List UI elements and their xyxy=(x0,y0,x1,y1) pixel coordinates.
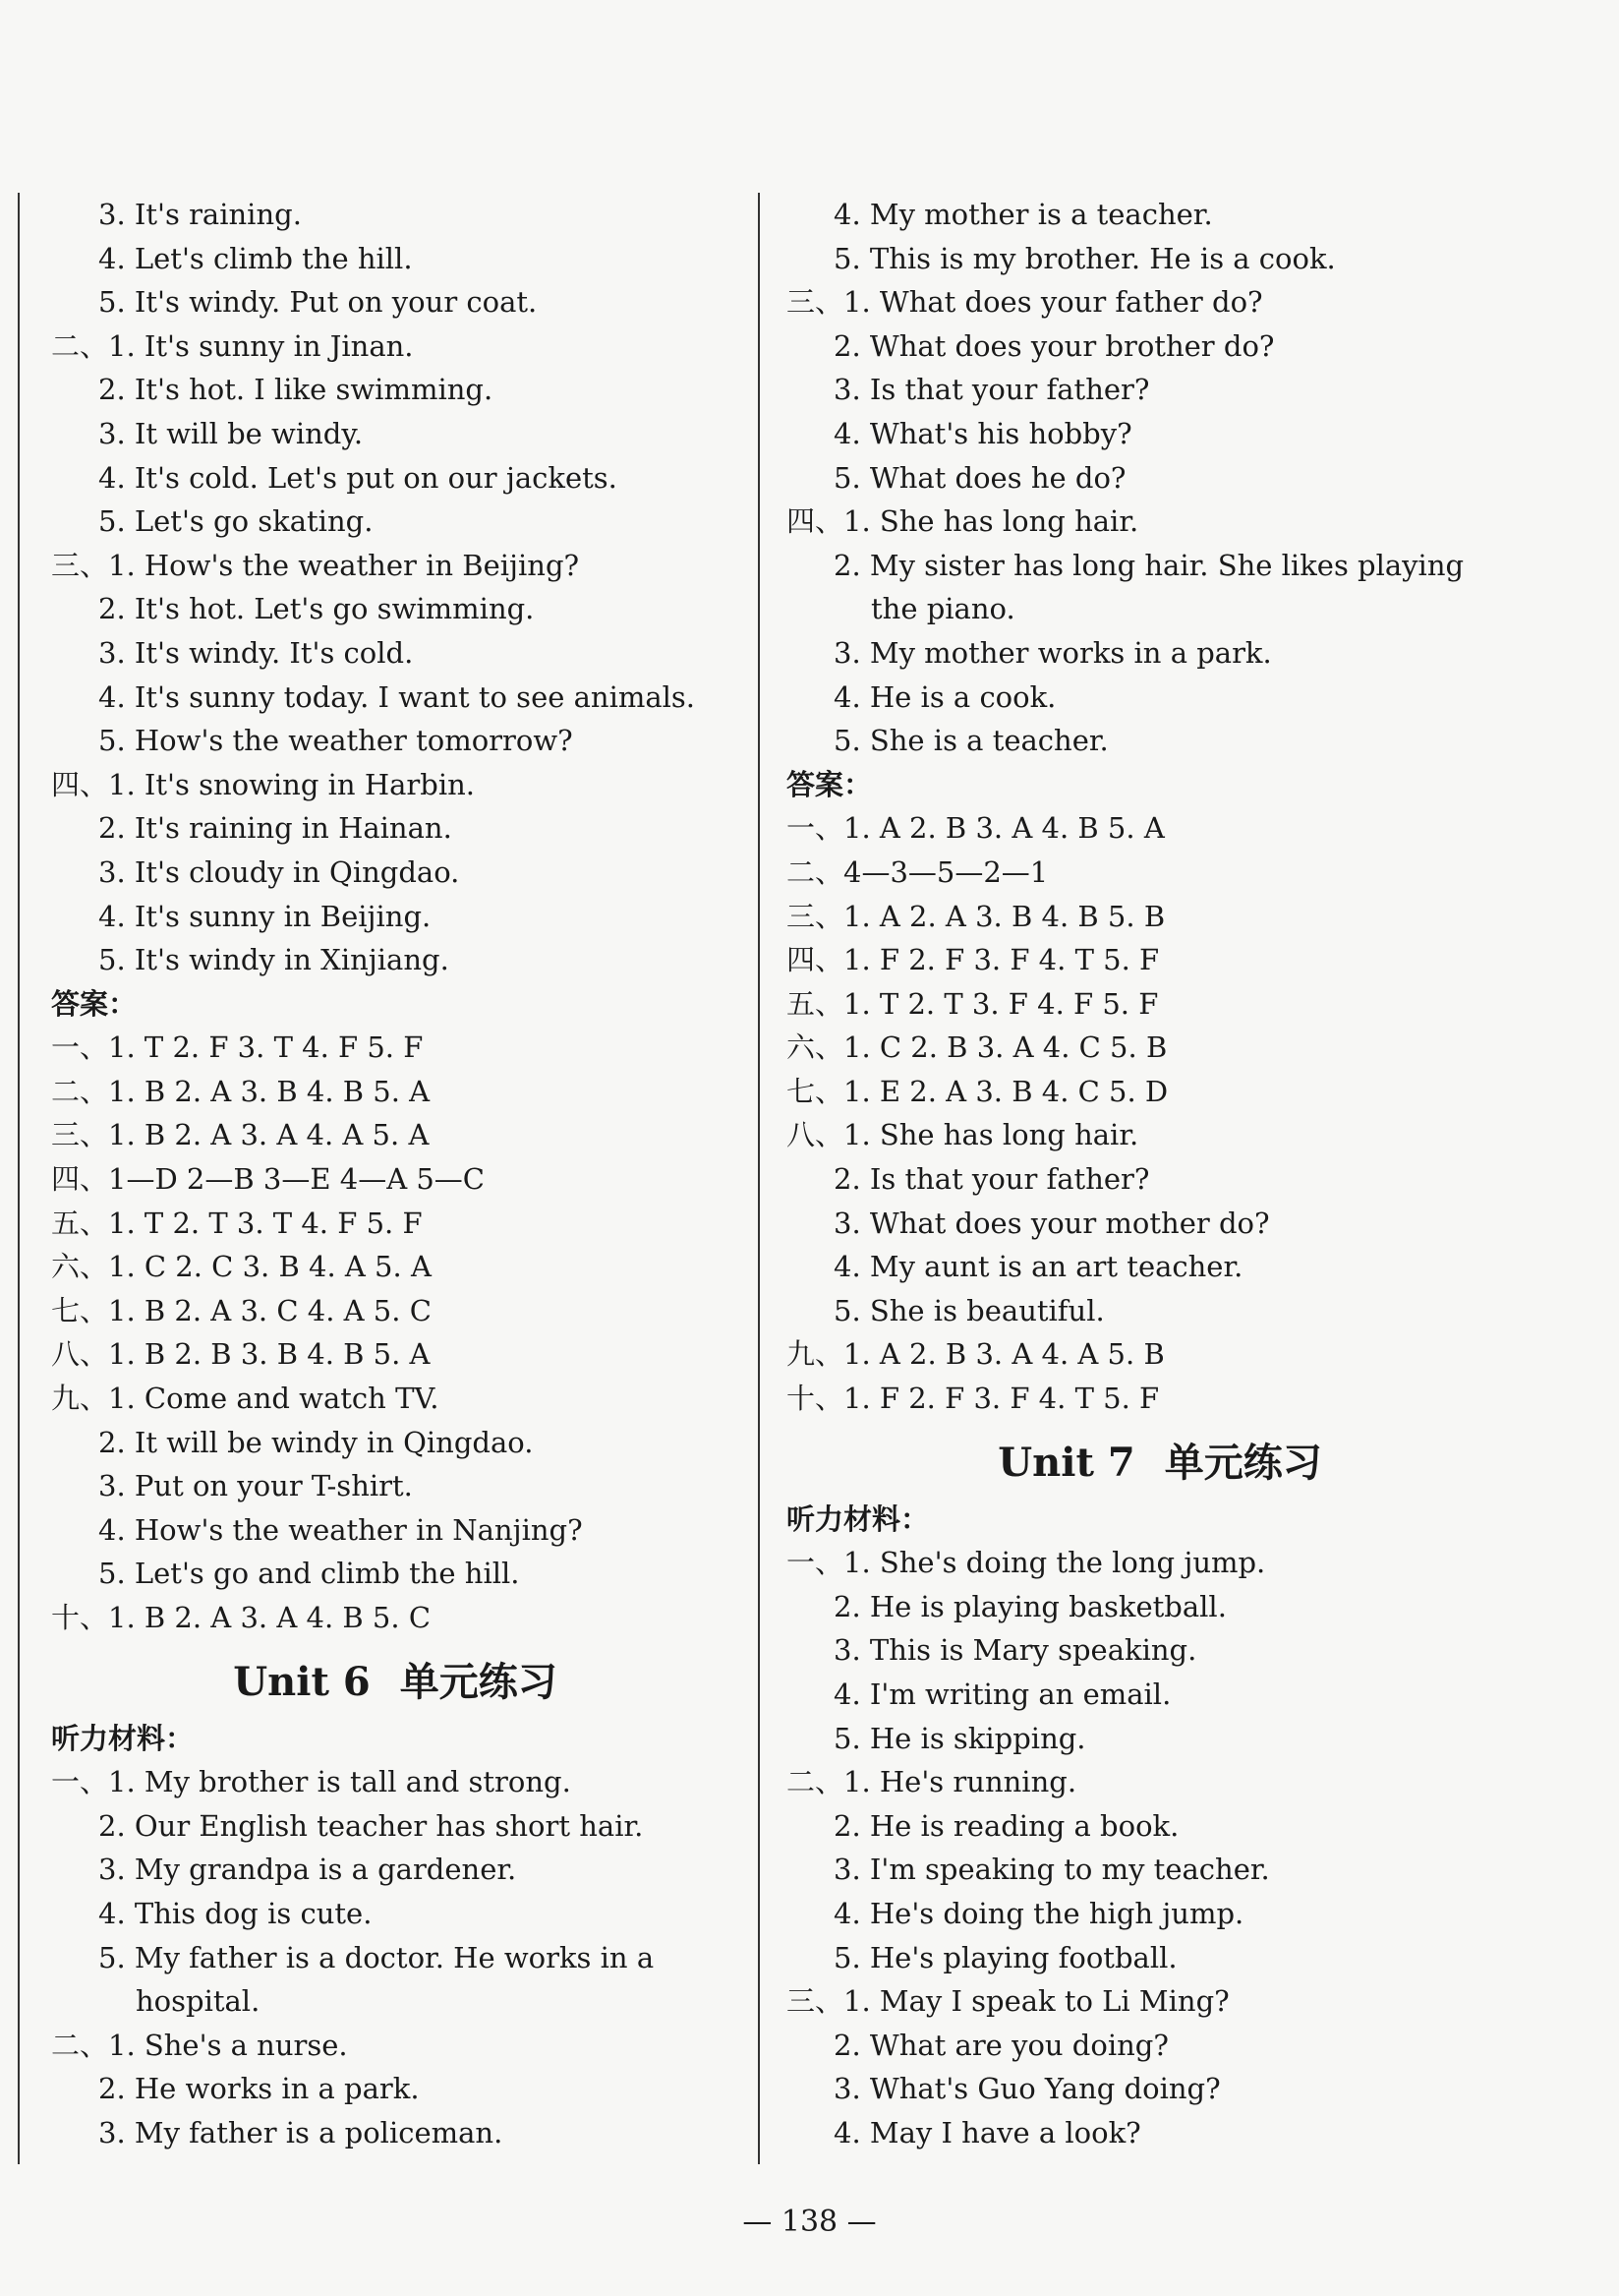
answer-line: 三、1. A 2. A 3. B 4. B 5. B xyxy=(786,899,1166,933)
answer-line: 4. What's his hobby? xyxy=(834,416,1132,450)
page-number: — 138 — xyxy=(742,2205,877,2239)
answer-line: 九、1. A 2. B 3. A 4. A 5. B xyxy=(786,1337,1165,1372)
answer-line: 3. It's cloudy in Qingdao. xyxy=(98,854,460,889)
answer-line: 3. Is that your father? xyxy=(834,373,1150,407)
answer-line: 2. He works in a park. xyxy=(98,2072,420,2106)
answer-line: 八、1. B 2. B 3. B 4. B 5. A xyxy=(51,1337,431,1372)
left-margin-rule xyxy=(18,193,20,2164)
section-header: 听力材料： xyxy=(786,1501,930,1536)
answer-line: 二、1. B 2. A 3. B 4. B 5. A xyxy=(51,1074,431,1108)
answer-line: 3. What's Guo Yang doing? xyxy=(834,2072,1221,2106)
answer-line: 4. This dog is cute. xyxy=(98,1896,373,1930)
answer-line: 2. He is playing basketball. xyxy=(834,1589,1227,1623)
answer-line: 二、1. It's sunny in Jinan. xyxy=(51,328,414,363)
answer-line: 5. Let's go skating. xyxy=(98,504,374,539)
answer-line: 六、1. C 2. B 3. A 4. C 5. B xyxy=(786,1030,1168,1065)
answer-line: 四、1—D 2—B 3—E 4—A 5—C xyxy=(51,1162,485,1197)
answer-line: 2. What are you doing? xyxy=(834,2028,1169,2062)
left-column xyxy=(51,193,739,2155)
unit-title xyxy=(786,1421,1533,1498)
unit-title-en: Unit 6 xyxy=(233,1658,371,1705)
answer-line: 2. It's hot. Let's go swimming. xyxy=(98,592,535,626)
answer-line: 三、1. How's the weather in Beijing? xyxy=(51,548,580,582)
unit-title-en: Unit 7 xyxy=(998,1439,1135,1486)
answer-line: 5. She is a teacher. xyxy=(834,724,1109,758)
answer-line: 3. Put on your T-shirt. xyxy=(98,1469,413,1503)
answer-line: 5. This is my brother. He is a cook. xyxy=(834,241,1336,275)
answer-line: 一、1. T 2. F 3. T 4. F 5. F xyxy=(51,1030,424,1065)
answer-line: 二、4—3—5—2—1 xyxy=(786,854,1049,889)
section-header: 答案： xyxy=(51,986,138,1021)
answer-line: 4. My aunt is an art teacher. xyxy=(834,1250,1243,1284)
right-column xyxy=(786,193,1533,2155)
answer-line: 3. It's windy. It's cold. xyxy=(98,635,414,670)
answer-line: 5. He's playing football. xyxy=(834,1940,1178,1974)
answer-line: 一、1. She's doing the long jump. xyxy=(786,1546,1266,1580)
answer-line: 十、1. B 2. A 3. A 4. B 5. C xyxy=(51,1601,432,1634)
answer-line: 一、1. My brother is tall and strong. xyxy=(51,1765,571,1799)
answer-line: 十、1. F 2. F 3. F 4. T 5. F xyxy=(786,1382,1160,1416)
answer-line: 3. It's raining. xyxy=(98,198,302,231)
answer-line: 2. It's hot. I like swimming. xyxy=(98,373,493,407)
answer-line: 4. It's sunny in Beijing. xyxy=(98,899,432,933)
answer-line: 二、1. He's running. xyxy=(786,1765,1077,1799)
answer-line: 五、1. T 2. T 3. F 4. F 5. F xyxy=(786,986,1159,1021)
answer-line: 4. How's the weather in Nanjing? xyxy=(98,1512,583,1547)
answer-line: 四、1. It's snowing in Harbin. xyxy=(51,767,475,801)
column-divider-rule xyxy=(758,193,760,2164)
answer-line: 5. He is skipping. xyxy=(834,1721,1086,1755)
answer-line: 2. Our English teacher has short hair. xyxy=(98,1808,644,1843)
answer-line: 3. I'm speaking to my teacher. xyxy=(834,1853,1270,1887)
answer-line: 5. What does he do? xyxy=(834,460,1127,495)
unit-title-cn: 单元练习 xyxy=(1164,1440,1322,1486)
answer-line: 四、1. F 2. F 3. F 4. T 5. F xyxy=(786,943,1160,977)
answer-line: 5. It's windy. Put on your coat. xyxy=(98,285,538,320)
answer-line: 3. What does your mother do? xyxy=(834,1206,1270,1240)
answer-line: 2. Is that your father? xyxy=(834,1162,1150,1197)
section-header: 答案： xyxy=(786,767,873,801)
answer-line: 六、1. C 2. C 3. B 4. A 5. A xyxy=(51,1250,432,1284)
answer-line: 3. My father is a policeman. xyxy=(98,2115,503,2149)
answer-line: 八、1. She has long hair. xyxy=(786,1118,1139,1152)
section-header: 听力材料： xyxy=(51,1721,195,1755)
answer-line: 3. This is Mary speaking. xyxy=(834,1633,1197,1668)
unit-title-cn: 单元练习 xyxy=(399,1659,557,1705)
answer-line: 4. I'm writing an email. xyxy=(834,1678,1172,1711)
answer-line: 5. My father is a doctor. He works in a xyxy=(98,1940,655,1974)
answer-line: 2. My sister has long hair. She likes playing xyxy=(834,548,1465,582)
answer-line: 3. It will be windy. xyxy=(98,416,364,450)
answer-line: 3. My mother works in a park. xyxy=(834,635,1272,670)
answer-line: 七、1. B 2. A 3. C 4. A 5. C xyxy=(51,1293,432,1327)
answer-line: 4. Let's climb the hill. xyxy=(98,241,413,275)
answer-line: hospital. xyxy=(136,1984,260,2019)
answer-line: 4. May I have a look? xyxy=(834,2115,1141,2149)
unit-title xyxy=(51,1640,739,1717)
answer-line: 4. He is a cook. xyxy=(834,679,1057,714)
answer-line: 5. How's the weather tomorrow? xyxy=(98,724,573,758)
answer-line: 4. It's sunny today. I want to see animals. xyxy=(98,679,696,714)
answer-line: 九、1. Come and watch TV. xyxy=(51,1382,439,1416)
answer-line: 四、1. She has long hair. xyxy=(786,504,1139,539)
answer-line: 2. He is reading a book. xyxy=(834,1808,1180,1843)
answer-line: 5. She is beautiful. xyxy=(834,1293,1105,1327)
answer-line: 2. It's raining in Hainan. xyxy=(98,811,452,846)
answer-line: 二、1. She's a nurse. xyxy=(51,2028,348,2062)
answer-line: 4. It's cold. Let's put on our jackets. xyxy=(98,460,617,495)
answer-line: 一、1. A 2. B 3. A 4. B 5. A xyxy=(786,811,1165,846)
answer-line: 5. It's windy in Xinjiang. xyxy=(98,943,449,977)
answer-line: 4. He's doing the high jump. xyxy=(834,1896,1244,1930)
answer-line: 三、1. May I speak to Li Ming? xyxy=(786,1984,1230,2019)
answer-line: 三、1. B 2. A 3. A 4. A 5. A xyxy=(51,1118,430,1152)
answer-line: the piano. xyxy=(871,592,1015,626)
answer-line: 三、1. What does your father do? xyxy=(786,285,1263,320)
answer-line: 2. What does your brother do? xyxy=(834,328,1275,363)
answer-line: 3. My grandpa is a gardener. xyxy=(98,1853,517,1887)
answer-line: 五、1. T 2. T 3. T 4. F 5. F xyxy=(51,1206,423,1240)
answer-line: 2. It will be windy in Qingdao. xyxy=(98,1425,534,1459)
answer-line: 4. My mother is a teacher. xyxy=(834,198,1213,231)
answer-line: 七、1. E 2. A 3. B 4. C 5. D xyxy=(786,1074,1169,1108)
answer-line: 5. Let's go and climb the hill. xyxy=(98,1557,520,1591)
